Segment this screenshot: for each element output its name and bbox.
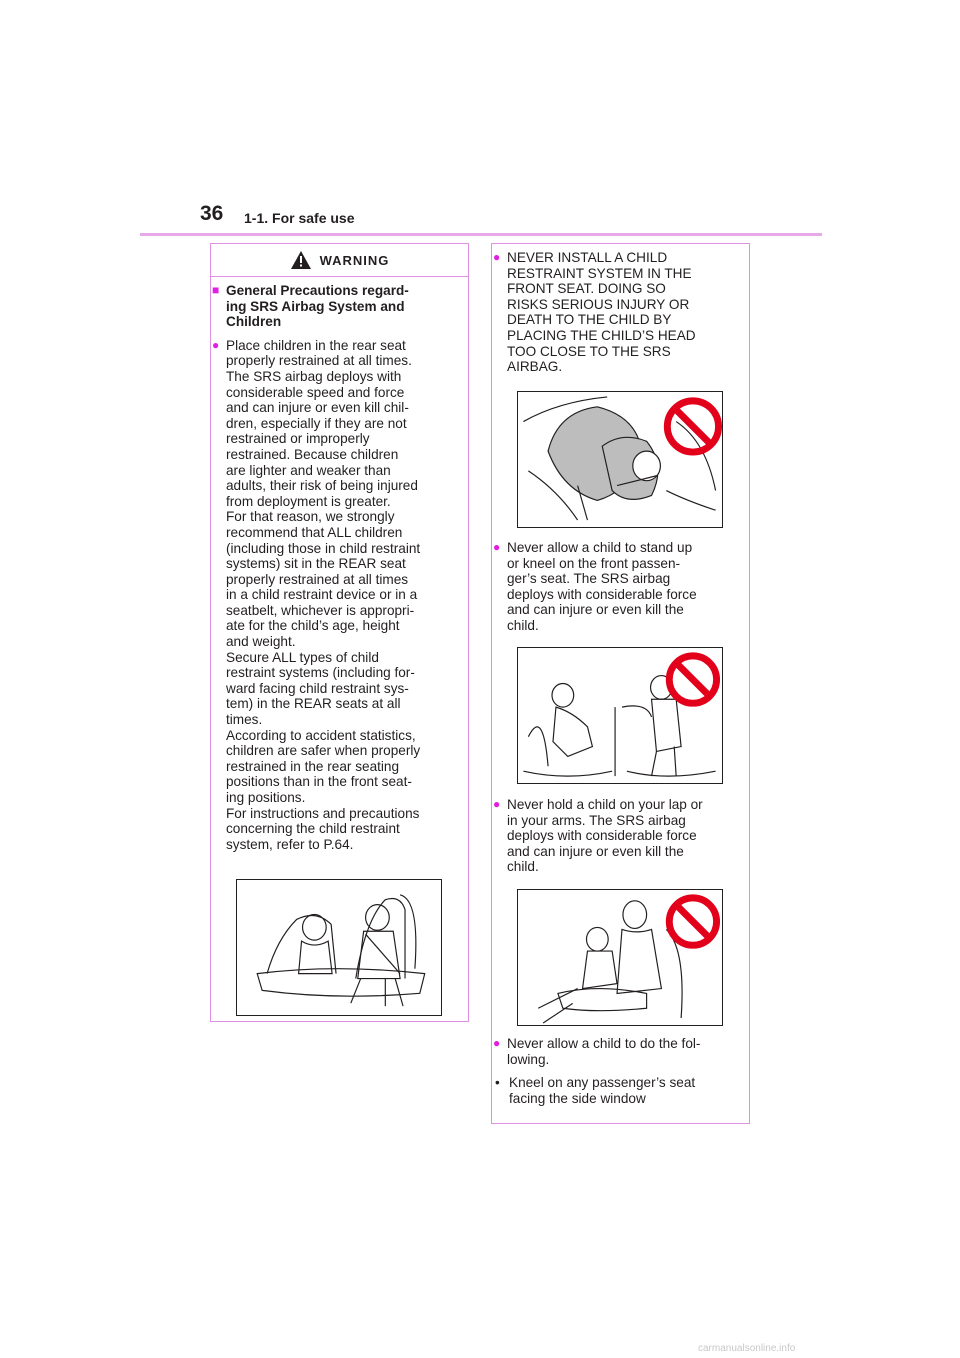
circle-bullet-icon: ●: [493, 250, 501, 264]
watermark: carmanualsonline.info: [698, 1343, 796, 1354]
standing-child-illustration: [517, 647, 723, 784]
warning-heading: General Precautions regard- ing SRS Airbag System and Children: [226, 283, 409, 330]
bullet-text: Never allow a child to stand up or kneel on the front passen- ger’s seat. The SRS airbag deploys with considerable force and can injure or even kill the child.: [507, 540, 697, 633]
warning-triangle-icon: [290, 250, 312, 270]
circle-bullet-icon: ●: [212, 337, 220, 352]
prohibition-icon: [667, 401, 718, 452]
circle-bullet-icon: ●: [493, 797, 501, 811]
list-item: [493, 250, 748, 375]
warning-content: [212, 283, 467, 852]
right-item-1: [493, 250, 748, 375]
dot-bullet-icon: •: [495, 1075, 500, 1091]
right-item-4: [493, 1036, 748, 1106]
child-on-lap-illustration: [517, 889, 723, 1026]
square-bullet-icon: ■: [212, 283, 220, 297]
prohibition-icon: [669, 656, 716, 703]
bullet-text: NEVER INSTALL A CHILD RESTRAINT SYSTEM IN THE FRONT SEAT. DOING SO RISKS SERIOUS INJURY OR DEATH TO THE CHILD BY PLACING THE CHILD’S HEAD TOO CLOSE TO THE SRS AIRBAG.: [507, 250, 696, 375]
circle-bullet-icon: ●: [493, 540, 501, 554]
header-rule: [140, 233, 822, 236]
right-item-3: [493, 797, 748, 875]
warning-heading-row: [212, 283, 467, 330]
warning-bullet-text: Place children in the rear seat properly restrained at all times. The SRS airbag deploys with considerable speed and force and can injure or even kill chil- dren, especially if they are not restrained or improperly restrained. Because children are lighter and weaker than adults, their risk of being injured from deployment is greater. For that reason, we strongly recommend that ALL children (including those in child restraint systems) sit in the REAR seat properly restrained at all times in a child restraint device or in a seatbelt, whichever is appropri- ate for the child’s age, height and weight. Secure ALL types of child restraint systems (including for- ward facing child restraint sys- tem) in the REAR seats at all times. According to accident statistics, children are safer when properly restrained in the rear seating positions than in the front seat- ing positions. For instructions and precautions concerning the child restraint system, refer to P.64.: [226, 337, 421, 852]
right-item-2: [493, 540, 748, 634]
prohibition-icon: [669, 898, 716, 945]
list-item: [493, 1075, 748, 1106]
bullet-text: Never allow a child to do the fol- lowing.: [507, 1036, 701, 1067]
list-item: [493, 1036, 748, 1067]
sub-bullet-text: Kneel on any passenger’s seat facing the side window: [509, 1075, 696, 1106]
circle-bullet-icon: ●: [493, 1036, 501, 1050]
list-item: [212, 338, 467, 853]
warning-header: [211, 244, 468, 277]
list-item: [493, 797, 748, 875]
page-number: 36: [200, 202, 224, 225]
child-seats-illustration: [236, 879, 442, 1016]
bullet-text: Never hold a child on your lap or in your arms. The SRS airbag deploys with considerable force and can injure or even kill the child.: [507, 797, 703, 875]
list-item: [493, 540, 748, 634]
front-seat-airbag-illustration: [517, 391, 723, 528]
section-title: 1-1. For safe use: [244, 210, 355, 226]
warning-title: WARNING: [319, 252, 390, 268]
